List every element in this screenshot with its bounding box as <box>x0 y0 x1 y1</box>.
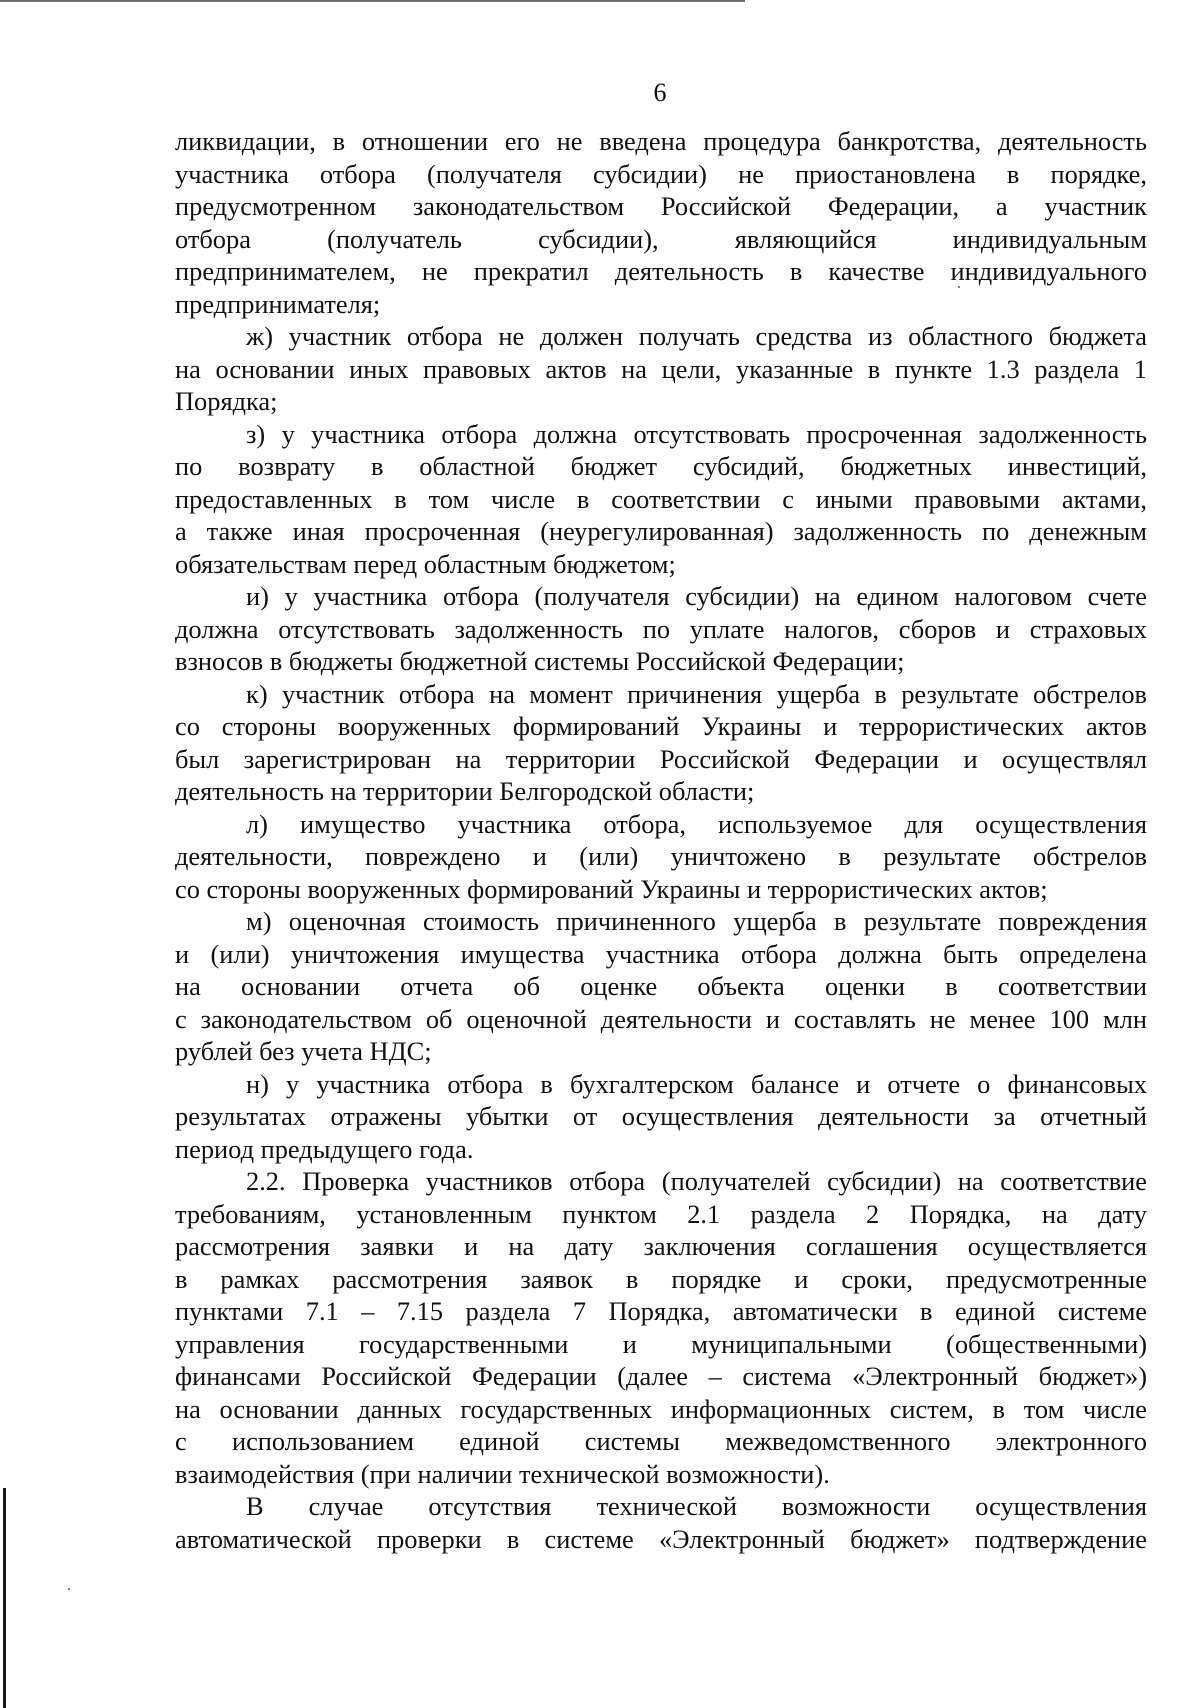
text-line: деятельности, повреждено и (или) уничтожено в результате обстрелов <box>175 841 1147 871</box>
text-line: автоматической проверки в системе «Электронный бюджет» подтверждение <box>175 1523 1147 1554</box>
paragraph-item-l <box>175 808 1147 906</box>
paragraph-item-n <box>175 1068 1147 1166</box>
scan-edge-top <box>0 0 745 2</box>
text-line: предусмотренном законодательством Российской Федерации, а участник <box>175 191 1147 221</box>
paragraph-item-zh <box>175 320 1147 418</box>
text-line: был зарегистрирован на территории Российской Федерации и осуществлял <box>175 743 1147 774</box>
text-line: предоставленных в том числе в соответствии с иными правовыми актами, <box>175 483 1147 514</box>
text-line: на основании иных правовых актов на цели, указанные в пункте 1.3 раздела 1 <box>175 353 1147 384</box>
text-line: деятельность на территории Белгородской области; <box>175 776 755 806</box>
text-line: по возврату в областной бюджет субсидий, бюджетных инвестиций, <box>175 451 1147 481</box>
paragraph-section-2-2 <box>175 1165 1147 1490</box>
text-line: и) у участника отбора (получателя субсидии) на едином налоговом счете <box>246 581 1147 611</box>
text-line: на основании отчета об оценке объекта оценки в соответствии <box>175 971 1147 1001</box>
text-line: обязательствам перед областным бюджетом; <box>175 548 676 579</box>
text-line: взносов в бюджеты бюджетной системы Российской Федерации; <box>175 646 905 676</box>
text-line: Порядка; <box>175 386 278 416</box>
text-line: а также иная просроченная (неурегулированная) задолженность по денежным <box>175 516 1147 546</box>
text-line: взаимодействия (при наличии технической возможности). <box>175 1458 830 1489</box>
text-line: 2.2. Проверка участников отбора (получателей субсидии) на соответствие <box>246 1166 1147 1196</box>
text-line: В случае отсутствия технической возможности осуществления <box>246 1491 1147 1521</box>
text-line: н) у участника отбора в бухгалтерском балансе и отчете о финансовых <box>246 1068 1147 1099</box>
text-line: рассмотрения заявки и на дату заключения соглашения осуществляется <box>175 1231 1147 1261</box>
paragraph-item-z <box>175 418 1147 581</box>
text-line: з) у участника отбора должна отсутствовать просроченная задолженность <box>246 418 1147 449</box>
text-line: с использованием единой системы межведомственного электронного <box>175 1426 1147 1456</box>
page-number: 6 <box>653 78 667 107</box>
text-line: л) имущество участника отбора, используемое для осуществления <box>246 808 1147 839</box>
scan-edge-left <box>3 1488 6 1708</box>
paragraph-item-k <box>175 678 1147 808</box>
text-line: со стороны вооруженных формирований Украины и террористических актов; <box>175 873 1048 904</box>
text-line: рублей без учета НДС; <box>175 1036 432 1066</box>
scan-speck <box>68 1588 70 1590</box>
paragraph-continuation <box>175 125 1147 320</box>
text-line: м) оценочная стоимость причиненного ущерба в результате повреждения <box>246 906 1147 936</box>
text-line: предпринимателем, не прекратил деятельность в качестве индивидуального <box>175 256 1147 286</box>
paragraph-item-i <box>175 580 1147 678</box>
document-body <box>175 125 1147 1555</box>
text-line: на основании данных государственных информационных систем, в том числе <box>175 1393 1147 1424</box>
paragraph-item-m <box>175 905 1147 1068</box>
paragraph-fallback <box>175 1490 1147 1555</box>
text-line: период предыдущего года. <box>175 1133 474 1164</box>
text-line: в рамках рассмотрения заявок в порядке и сроки, предусмотренные <box>175 1263 1147 1294</box>
text-line: со стороны вооруженных формирований Украины и террористических актов <box>175 711 1147 741</box>
text-line: с законодательством об оценочной деятельности и составлять не менее 100 млн <box>175 1003 1147 1034</box>
text-line: результатах отражены убытки от осуществления деятельности за отчетный <box>175 1101 1147 1131</box>
text-line: отбора (получатель субсидии), являющийся индивидуальным <box>175 223 1147 254</box>
text-line: участника отбора (получателя субсидии) не приостановлена в порядке, <box>175 158 1147 189</box>
text-line: должна отсутствовать задолженность по уплате налогов, сборов и страховых <box>175 613 1147 644</box>
text-line: предпринимателя; <box>175 288 381 319</box>
text-line: и (или) уничтожения имущества участника отбора должна быть определена <box>175 938 1147 969</box>
text-line: управления государственными и муниципальными (общественными) <box>175 1328 1147 1359</box>
text-line: пунктами 7.1 – 7.15 раздела 7 Порядка, автоматически в единой системе <box>175 1296 1147 1326</box>
text-line: ликвидации, в отношении его не введена процедура банкротства, деятельность <box>175 126 1147 156</box>
text-line: ж) участник отбора не должен получать средства из областного бюджета <box>246 321 1147 351</box>
text-line: требованиям, установленным пунктом 2.1 раздела 2 Порядка, на дату <box>175 1198 1147 1229</box>
text-line: финансами Российской Федерации (далее – система «Электронный бюджет») <box>175 1361 1147 1391</box>
text-line: к) участник отбора на момент причинения ущерба в результате обстрелов <box>246 678 1147 709</box>
